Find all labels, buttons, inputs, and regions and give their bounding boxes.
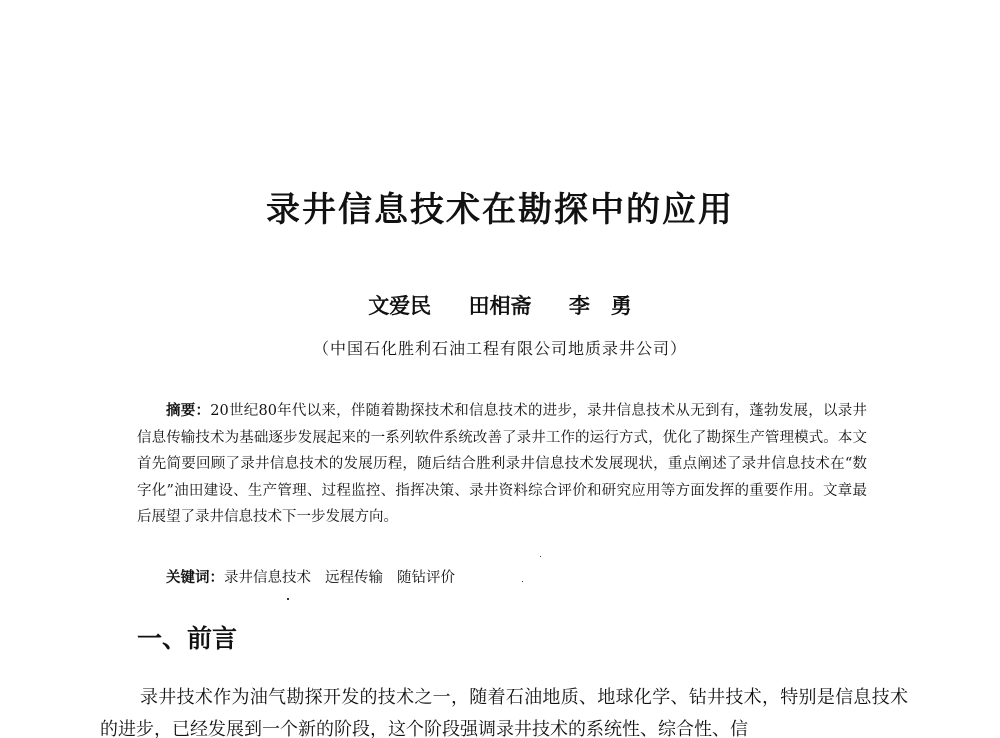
scan-speck	[540, 556, 541, 557]
keywords	[166, 566, 469, 590]
keywords-label: 关键词：	[166, 570, 224, 586]
author-list	[0, 292, 1000, 320]
scan-speck	[522, 581, 523, 582]
keyword: 随钻评价	[397, 570, 455, 586]
abstract	[137, 398, 867, 531]
scan-speck	[287, 598, 289, 600]
keyword: 录井信息技术	[224, 570, 311, 586]
paper-title: 录井信息技术在勘探中的应用	[266, 190, 734, 230]
body-paragraph: 录井技术作为油气勘探开发的技术之一，随着石油地质、地球化学、钻井技术，特别是信息技术的进步，已经发展到一个新的阶段，这个阶段强调录井技术的系统性、综合性、信	[100, 687, 908, 738]
keyword: 远程传输	[325, 570, 383, 586]
author-affiliation: （中国石化胜利石油工程有限公司地质录井公司）	[312, 339, 687, 358]
author-name: 李 勇	[568, 293, 632, 318]
author-name: 文爱民	[368, 293, 432, 318]
abstract-label: 摘要：	[166, 403, 211, 419]
author-name: 田相斋	[468, 293, 532, 318]
abstract-text: 20世纪80年代以来，伴随着勘探技术和信息技术的进步，录井信息技术从无到有，蓬勃发展，以录井信息传输技术为基础逐步发展起来的一系列软件系统改善了录井工作的运行方式，优化了勘探生产管理模式。本文首先简要回顾了录井信息技术的发展历程，随后结合胜利录井信息技术发展现状，重点阐述了录井信息技术在“数字化”油田建设、生产管理、过程监控、指挥决策、录井资料综合评价和研究应用等方面发挥的重要作用。文章最后展望了录井信息技术下一步发展方向。	[137, 403, 868, 525]
section-heading: 一、前言	[137, 624, 238, 653]
